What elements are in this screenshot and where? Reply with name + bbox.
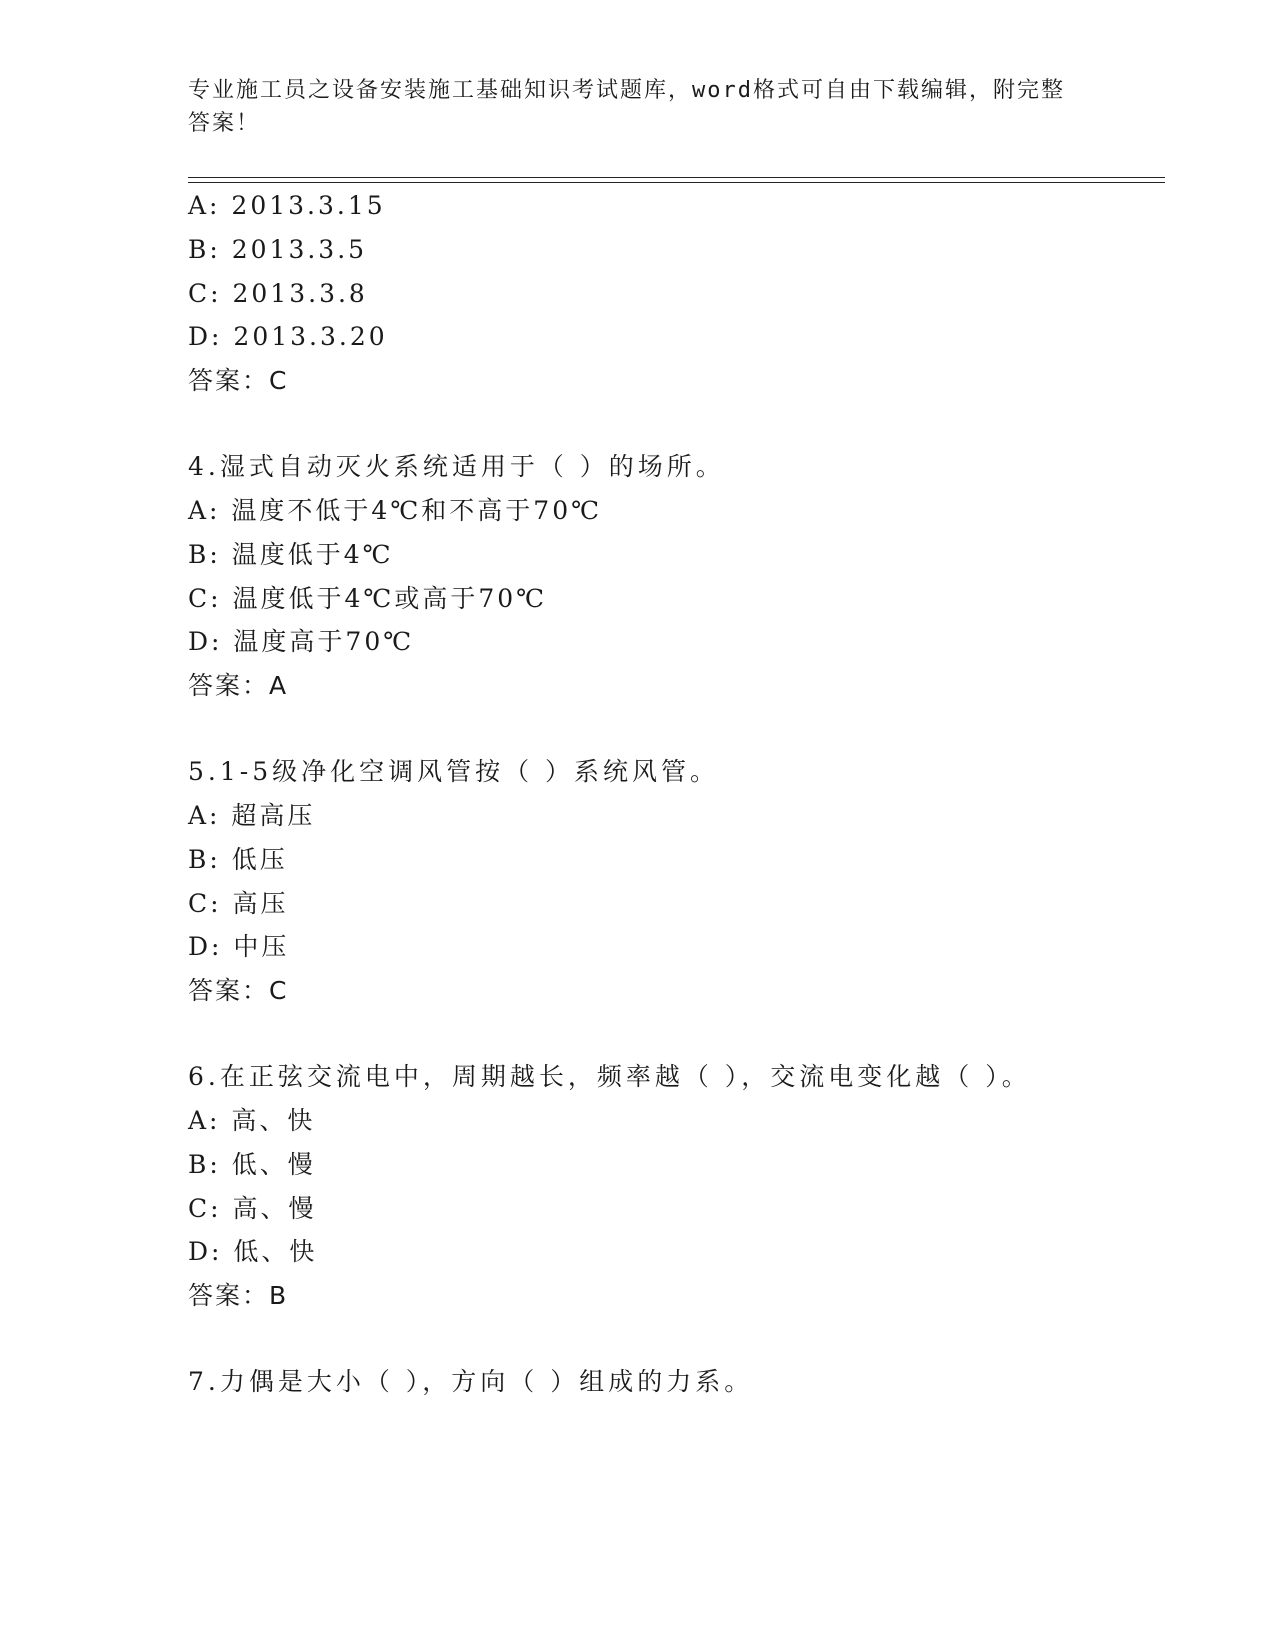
q6-option-d: D: 低、快 xyxy=(188,1237,318,1266)
q4-option-c: C: 温度低于4℃或高于70℃ xyxy=(188,584,548,613)
header-divider-bottom xyxy=(188,182,1165,183)
q6-option-a: A: 高、快 xyxy=(188,1106,316,1135)
q6-answer: 答案：B xyxy=(188,1281,289,1310)
q5-option-d: D: 中压 xyxy=(188,932,290,961)
q5-question: 5.1-5级净化空调风管按（ ）系统风管。 xyxy=(188,757,720,786)
q5-answer: 答案：C xyxy=(188,976,289,1005)
q5-option-a: A: 超高压 xyxy=(188,801,316,830)
q7-question: 7.力偶是大小（ ），方向（ ）组成的力系。 xyxy=(188,1367,754,1396)
q3-option-d: D: 2013.3.20 xyxy=(188,322,388,351)
header-divider-top xyxy=(188,177,1165,178)
q4-option-d: D: 温度高于70℃ xyxy=(188,627,415,656)
q3-option-a: A: 2013.3.15 xyxy=(188,191,386,220)
q5-option-b: B: 低压 xyxy=(188,845,288,874)
document-header: 专业施工员之设备安装施工基础知识考试题库，word格式可自由下载编辑，附完整答案！ xyxy=(188,78,1065,136)
q3-option-c: C: 2013.3.8 xyxy=(188,279,368,308)
q6-question: 6.在正弦交流电中，周期越长，频率越（ ），交流电变化越（ ）。 xyxy=(188,1062,1031,1091)
q4-option-b: B: 温度低于4℃ xyxy=(188,540,394,569)
q3-answer: 答案：C xyxy=(188,366,289,395)
q3-option-b: B: 2013.3.5 xyxy=(188,235,368,264)
q6-option-c: C: 高、慢 xyxy=(188,1194,317,1223)
q4-option-a: A: 温度不低于4℃和不高于70℃ xyxy=(188,496,603,525)
q4-answer: 答案：A xyxy=(188,671,289,700)
q4-question: 4.湿式自动灭火系统适用于（ ）的场所。 xyxy=(188,452,725,481)
q6-option-b: B: 低、慢 xyxy=(188,1150,316,1179)
q5-option-c: C: 高压 xyxy=(188,889,289,918)
